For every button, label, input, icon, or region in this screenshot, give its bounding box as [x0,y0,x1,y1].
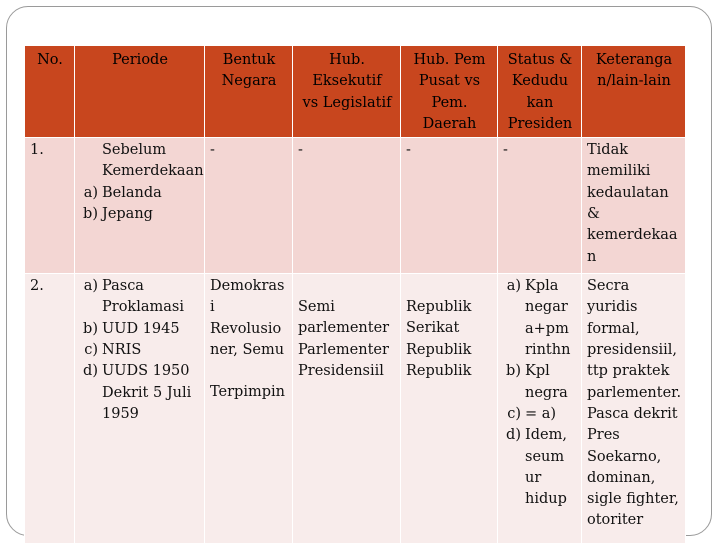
header-no: No. [25,46,75,138]
header-status: Status & Kedudu kan Presiden [498,46,582,138]
periodization-table [24,45,686,544]
row1-no: 1. [25,138,75,274]
row2-bentuk: Demokras i Revolusio ner, Semu Terpimpin [205,274,293,544]
header-hub-eksekutif: Hub. Eksekutif vs Legislatif [293,46,401,138]
row1-hub-pem: - [401,138,498,274]
header-keterangan: Keteranga n/lain-lain [582,46,686,138]
row2-hub-eksekutif: Semi parlementer Parlementer Presidensiil [293,274,401,544]
header-row [25,46,686,138]
header-hub-pem: Hub. Pem Pusat vs Pem. Daerah [401,46,498,138]
row1-hub-eksekutif: - [293,138,401,274]
row2-hub-pem: Republik Serikat Republik Republik [401,274,498,544]
row2-status: a) Kpla negar a+pm rinthn b) Kpl negra c) = a) d) Idem, seum ur hidup [498,274,582,544]
row2-keterangan: Secra yuridis formal, presidensiil, ttp praktek parlementer. Pasca dekrit Pres Soekarno, dominan, sigle fighter, otoriter [582,274,686,544]
row1-periode: Sebelum Kemerdekaan a) Belanda b) Jepang [75,138,205,274]
row2-periode: a) Pasca Proklamasi b) UUD 1945 c) NRIS d) UUDS 1950 Dekrit 5 Juli 1959 [75,274,205,544]
row1-bentuk: - [205,138,293,274]
row2-no: 2. [25,274,75,544]
header-periode: Periode [75,46,205,138]
row1-status: - [498,138,582,274]
row1-keterangan: Tidak memiliki kedaulatan & kemerdekaa n [582,138,686,274]
table-row [25,138,686,274]
table-row [25,274,686,544]
header-bentuk: Bentuk Negara [205,46,293,138]
